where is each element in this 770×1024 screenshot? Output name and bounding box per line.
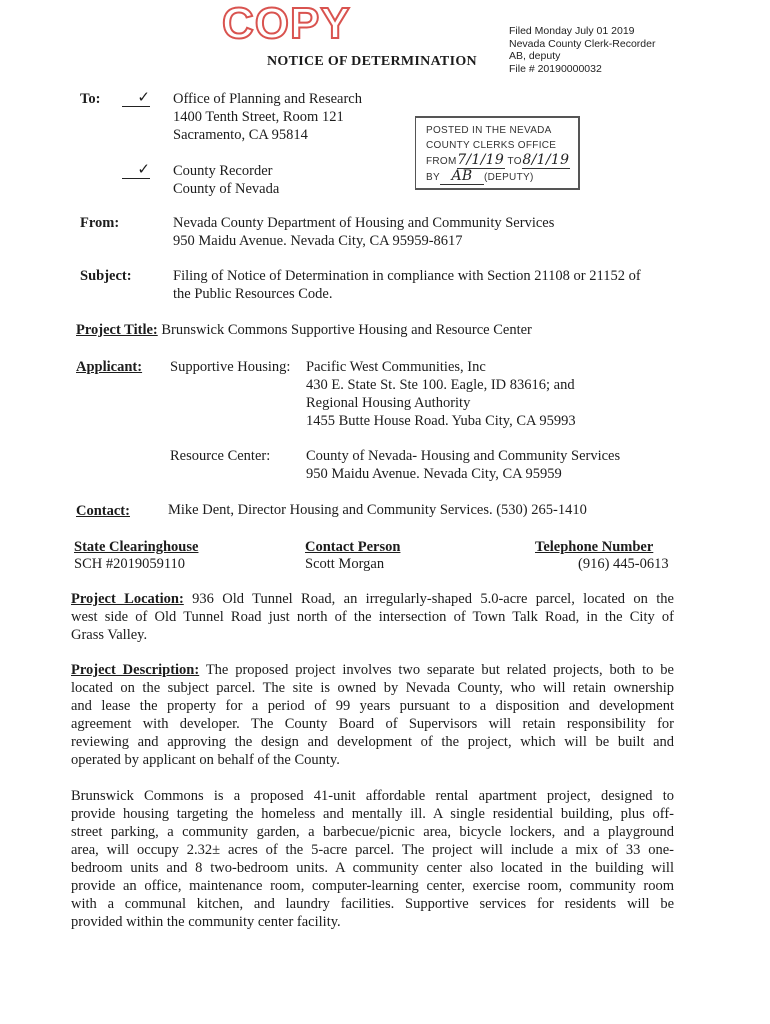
- filed-date: Filed Monday July 01 2019: [509, 25, 635, 37]
- location-line: [71, 590, 674, 608]
- posted-from-label: FROM: [426, 156, 457, 167]
- telephone-header: Telephone Number: [535, 539, 654, 555]
- applicant-line: County of Nevada- Housing and Community Services: [306, 448, 621, 464]
- description-text: The proposed project involves two separate but related projects, both to be: [199, 662, 674, 678]
- applicant-line: 1455 Butte House Road. Yuba City, CA 95993: [306, 413, 576, 429]
- page-title: NOTICE OF DETERMINATION: [267, 54, 477, 69]
- posted-by-label: BY: [426, 172, 440, 183]
- description-line: agreement with developer. The County Board of Supervisors will retain responsibility for: [71, 716, 674, 732]
- posted-from-date: 7/1/19: [457, 152, 505, 168]
- from-label: From:: [80, 215, 120, 231]
- brunswick-line: with a communal kitchen, and laundry facilities. Supportive services for residents will be: [71, 896, 674, 912]
- brunswick-line: provide an office, maintenance room, computer-learning center, exercise room, community room: [71, 878, 674, 894]
- project-location-label: Project Location:: [71, 591, 184, 607]
- filed-file-number: File # 20190000032: [509, 62, 602, 75]
- project-title: [76, 321, 532, 339]
- deputy-signature: AB: [440, 169, 484, 185]
- posted-dates: [426, 153, 578, 169]
- filed-stamp: [509, 25, 655, 75]
- description-line: reviewing and approving the design and development of the project, which will be built and: [71, 734, 674, 750]
- contact-person-name: Scott Morgan: [305, 556, 385, 572]
- to-check-1: [122, 88, 150, 107]
- location-text: 936 Old Tunnel Road, an irregularly-shaped 5.0-acre parcel, located on the: [183, 591, 674, 607]
- filed-deputy: AB, deputy: [509, 50, 561, 62]
- posted-to-date: 8/1/19: [522, 152, 570, 168]
- from-line: Nevada County Department of Housing and Community Services: [173, 215, 555, 231]
- project-description: [71, 661, 674, 769]
- description-line: and lease the property for a period of 99 years pursuant to a disposition and development: [71, 698, 674, 714]
- brunswick-line: provide housing targeting the homeless and mentally ill. A single residential building, plus off-: [71, 806, 674, 822]
- recipient-line: Office of Planning and Research: [173, 91, 362, 107]
- from-line: 950 Maidu Avenue. Nevada City, CA 95959-8617: [173, 233, 463, 249]
- to-label: To:: [80, 91, 101, 107]
- recipient-line: 1400 Tenth Street, Room 121: [173, 109, 344, 125]
- posted-deputy-label: (DEPUTY): [483, 172, 534, 183]
- recipient-line: County of Nevada: [173, 181, 280, 197]
- brunswick-paragraph: [71, 787, 674, 931]
- location-line: Grass Valley.: [71, 627, 148, 643]
- clearinghouse-number: SCH #2019059110: [74, 556, 186, 572]
- recipient-county-recorder: [173, 162, 279, 198]
- applicant-label: Applicant:: [76, 359, 143, 375]
- posted-line-2: COUNTY CLERKS OFFICE: [426, 140, 557, 151]
- project-location: [71, 590, 674, 644]
- location-line: west side of Old Tunnel Road just north of the intersection of Town Talk Road, in the City of: [71, 609, 674, 625]
- subject-text: [173, 267, 641, 303]
- brunswick-line: street parking, a community garden, a barbecue/picnic area, bicycle lockers, and a playground: [71, 824, 674, 840]
- applicant-line: 430 E. State St. Ste 100. Eagle, ID 83616; and: [306, 377, 575, 393]
- description-line: located on the subject parcel. The site is owned by Nevada County, who will retain ownership: [71, 680, 674, 696]
- description-line: operated by applicant on behalf of the County.: [71, 752, 340, 768]
- to-check-2: [122, 160, 150, 179]
- subject-line: the Public Resources Code.: [173, 286, 333, 302]
- contact-person-header: Contact Person: [305, 539, 401, 555]
- supportive-housing-applicants: [306, 358, 576, 430]
- resource-center-applicant: [306, 447, 620, 483]
- brunswick-line: provided within the community center facility.: [71, 914, 341, 930]
- recipient-line: Sacramento, CA 95814: [173, 127, 308, 143]
- copy-stamp: COPY: [222, 0, 351, 48]
- telephone-number: (916) 445-0613: [578, 556, 669, 572]
- posted-stamp: [415, 116, 580, 190]
- project-description-label: Project Description:: [71, 662, 200, 678]
- recipient-line: County Recorder: [173, 163, 273, 179]
- brunswick-line: bedroom units and 8 two-bedroom units. A community center also located in the building will: [71, 860, 674, 876]
- subject-line: Filing of Notice of Determination in compliance with Section 21108 or 21152 of: [173, 268, 641, 284]
- project-title-label: Project Title:: [76, 322, 158, 338]
- contact-value: Mike Dent, Director Housing and Community Services. (530) 265-1410: [168, 502, 587, 518]
- posted-to-label: TO: [507, 156, 522, 167]
- posted-by: [426, 169, 578, 185]
- resource-center-label: Resource Center:: [170, 448, 271, 464]
- brunswick-line: area, will occupy 2.32± acres of the 5-acre parcel. The project will include a mix of 33 one-: [71, 842, 674, 858]
- applicant-line: 950 Maidu Avenue. Nevada City, CA 95959: [306, 466, 562, 482]
- brunswick-line: Brunswick Commons is a proposed 41-unit affordable rental apartment project, designed to: [71, 788, 674, 804]
- clearinghouse-header: State Clearinghouse: [74, 539, 199, 555]
- applicant-line: Pacific West Communities, Inc: [306, 359, 486, 375]
- recipient-opr: [173, 90, 362, 144]
- description-line: [71, 661, 674, 679]
- contact-label: Contact:: [76, 503, 130, 519]
- filed-office: Nevada County Clerk-Recorder: [509, 37, 656, 50]
- applicant-line: Regional Housing Authority: [306, 395, 471, 411]
- checkmark-icon: ✓: [122, 160, 150, 179]
- from-address: [173, 214, 554, 250]
- checkmark-icon: ✓: [122, 88, 150, 107]
- supportive-housing-label: Supportive Housing:: [170, 359, 291, 375]
- project-title-value: Brunswick Commons Supportive Housing and Resource Center: [161, 322, 532, 338]
- posted-line-1: POSTED IN THE NEVADA: [426, 125, 552, 136]
- subject-label: Subject:: [80, 268, 132, 284]
